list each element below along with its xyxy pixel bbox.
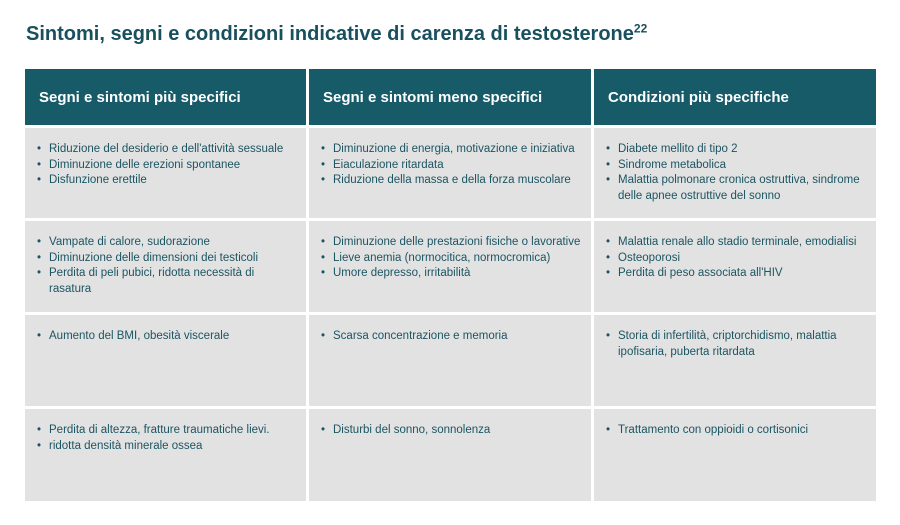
list-item-text: Lieve anemia (normocitica, normocromica) [333, 251, 551, 264]
bullet-list [606, 423, 868, 439]
table-cell-specific [25, 409, 306, 501]
bullet-icon: • [606, 143, 611, 155]
table-cell-less-specific [309, 409, 591, 501]
table-cell-specific [25, 128, 306, 218]
bullet-list [321, 423, 583, 439]
list-item [37, 329, 298, 345]
list-item [606, 142, 868, 158]
bullet-icon: • [321, 330, 326, 342]
list-item [37, 173, 298, 189]
bullet-icon: • [37, 439, 42, 452]
list-item-text: Storia di infertilità, criptorchidismo, malattia ipofisaria, puberta ritardata [618, 330, 837, 358]
page-title [26, 20, 876, 48]
list-item [37, 439, 298, 455]
list-item [321, 329, 583, 345]
list-item-text: Riduzione della massa e della forza muscolare [333, 174, 571, 186]
bullet-icon: • [321, 424, 326, 436]
bullet-list [606, 329, 868, 360]
list-item-text: Aumento del BMI, obesità viscerale [49, 330, 230, 342]
list-item-text: Perdita di altezza, fratture traumatiche lievi. [49, 424, 270, 436]
bullet-icon: • [606, 424, 611, 436]
table-cell-conditions [594, 409, 876, 501]
list-item [321, 251, 583, 267]
list-item [37, 251, 298, 267]
bullet-list [321, 142, 583, 189]
list-item [321, 266, 583, 282]
list-item [321, 142, 583, 158]
list-item-text: Disfunzione erettile [49, 174, 147, 186]
list-item-text: Diminuzione delle prestazioni fisiche o lavorative [333, 236, 581, 248]
list-item-text: Disturbi del sonno, sonnolenza [333, 424, 491, 436]
list-item [37, 158, 298, 174]
table-cell-conditions [594, 128, 876, 218]
list-item [37, 423, 298, 439]
bullet-icon: • [606, 174, 611, 186]
list-item-text: Diminuzione di energia, motivazione e iniziativa [333, 143, 575, 155]
list-item [606, 235, 868, 251]
bullet-list [321, 329, 583, 345]
list-item [606, 173, 868, 204]
list-item-text: Scarsa concentrazione e memoria [333, 330, 508, 342]
bullet-icon: • [37, 158, 42, 171]
bullet-icon: • [606, 236, 611, 248]
bullet-icon: • [37, 424, 42, 436]
list-item [606, 423, 868, 439]
table-cell-conditions [594, 221, 876, 312]
column-header-conditions: Condizioni più specifiche [594, 69, 876, 125]
bullet-icon: • [37, 251, 42, 264]
bullet-icon: • [606, 158, 611, 171]
list-item [606, 251, 868, 267]
bullet-icon: • [321, 143, 326, 155]
list-item [37, 142, 298, 158]
list-item-text: Diminuzione delle dimensioni dei testicoli [49, 251, 259, 264]
list-item-text: Vampate di calore, sudorazione [49, 236, 210, 248]
bullet-icon: • [321, 251, 326, 264]
bullet-list [37, 142, 298, 189]
list-item-text: Eiaculazione ritardata [333, 158, 444, 171]
list-item-text: Diminuzione delle erezioni spontanee [49, 158, 241, 171]
column-header-specific: Segni e sintomi più specifici [25, 69, 306, 125]
bullet-list [37, 423, 298, 454]
list-item [606, 329, 868, 360]
bullet-icon: • [37, 267, 42, 279]
table-cell-specific [25, 221, 306, 312]
list-item-text: Malattia polmonare cronica ostruttiva, sindrome delle apnee ostruttive del sonno [618, 174, 860, 202]
list-item [321, 158, 583, 174]
bullet-icon: • [321, 158, 326, 171]
bullet-icon: • [37, 143, 42, 155]
bullet-icon: • [37, 236, 42, 248]
bullet-icon: • [606, 330, 611, 342]
bullet-list [37, 329, 298, 345]
list-item-text: Riduzione del desiderio e dell'attività sessuale [49, 143, 284, 155]
list-item-text: ridotta densità minerale ossea [49, 439, 203, 452]
bullet-icon: • [37, 174, 42, 186]
table-cell-less-specific [309, 221, 591, 312]
list-item-text: Perdita di peli pubici, ridotta necessità di rasatura [49, 267, 255, 295]
list-item-text: Perdita di peso associata all'HIV [618, 267, 783, 279]
table-cell-less-specific [309, 128, 591, 218]
symptoms-table [25, 69, 876, 501]
bullet-icon: • [37, 330, 42, 342]
list-item-text: Osteoporosi [618, 251, 681, 264]
list-item-text: Diabete mellito di tipo 2 [618, 143, 738, 155]
list-item [37, 235, 298, 251]
bullet-icon: • [606, 251, 611, 264]
bullet-icon: • [606, 267, 611, 279]
bullet-list [321, 235, 583, 282]
list-item-text: Malattia renale allo stadio terminale, emodialisi [618, 236, 857, 248]
table-cell-less-specific [309, 315, 591, 406]
list-item [37, 266, 298, 297]
list-item [606, 158, 868, 174]
list-item [321, 235, 583, 251]
list-item-text: Trattamento con oppioidi o cortisonici [618, 424, 809, 436]
list-item [321, 173, 583, 189]
column-header-less-specific: Segni e sintomi meno specifici [309, 69, 591, 125]
bullet-list [37, 235, 298, 297]
title-reference: 22 [633, 21, 648, 36]
bullet-icon: • [321, 236, 326, 248]
bullet-icon: • [321, 174, 326, 186]
list-item-text: Umore depresso, irritabilità [333, 267, 471, 279]
table-cell-conditions [594, 315, 876, 406]
list-item-text: Sindrome metabolica [618, 158, 727, 171]
table-cell-specific [25, 315, 306, 406]
bullet-list [606, 235, 868, 282]
title-text: Sintomi, segni e condizioni indicative di carenza di testosterone [26, 23, 634, 45]
list-item [321, 423, 583, 439]
bullet-icon: • [321, 267, 326, 279]
bullet-list [606, 142, 868, 204]
list-item [606, 266, 868, 282]
